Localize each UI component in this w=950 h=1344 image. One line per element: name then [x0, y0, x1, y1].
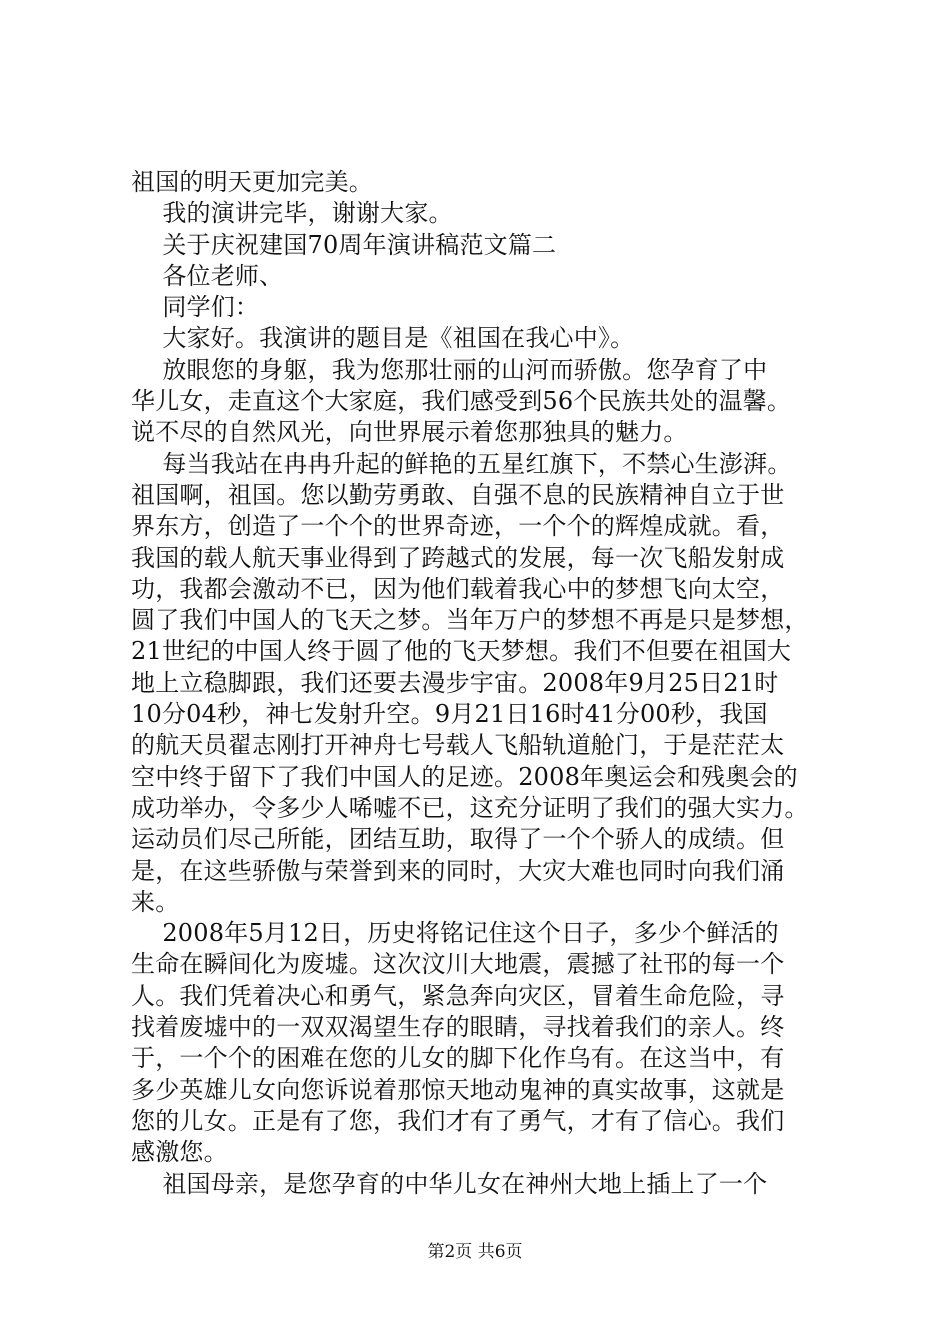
text-line: 人。我们凭着决心和勇气，紧急奔向灾区，冒着生命危险，寻: [131, 981, 785, 1010]
text-line: 说不尽的自然风光，向世界展示着您那独具的魅力。: [131, 418, 688, 447]
text-line: 运动员们尽己所能，团结互助，取得了一个个骄人的成绩。但: [131, 825, 785, 854]
text-line: 祖国啊，祖国。您以勤劳勇敢、自强不息的民族精神自立于世: [131, 480, 785, 509]
text-line: 10分04秒，神七发射升空。9月21日16时41分00秒，我国: [131, 700, 768, 729]
text-line: 圆了我们中国人的飞天之梦。当年万户的梦想不再是只是梦想，: [131, 606, 809, 635]
text-line: 来。: [131, 887, 180, 916]
text-line: 每当我站在冉冉升起的鲜艳的五星红旗下，不禁心生澎湃。: [131, 449, 792, 478]
text-line: 的航天员翟志刚打开神舟七号载人飞船轨道舱门，于是茫茫太: [131, 731, 785, 760]
text-line: 多少英雄儿女向您诉说着那惊天地动鬼神的真实故事，这就是: [131, 1075, 785, 1104]
text-line: 同学们：: [131, 293, 260, 322]
text-line: 您的儿女。正是有了您，我们才有了勇气，才有了信心。我们: [131, 1106, 785, 1135]
page-number-footer: 第2页 共6页: [427, 1242, 523, 1262]
text-line: 21世纪的中国人终于圆了他的飞天梦想。我们不但要在祖国大: [131, 637, 792, 666]
text-line: 感激您。: [131, 1138, 228, 1167]
text-line: 功，我都会激动不已，因为他们载着我心中的梦想飞向太空，: [131, 574, 785, 603]
text-line: 祖国的明天更加完美。: [131, 168, 373, 196]
text-line: 界东方，创造了一个个的世界奇迹，一个个的辉煌成就。看，: [131, 512, 785, 541]
text-line: 地上立稳脚跟，我们还要去漫步宇宙。2008年9月25日21时: [131, 668, 779, 697]
text-line: 我的演讲完毕，谢谢大家。: [131, 199, 453, 228]
document-body: [131, 167, 831, 1200]
text-line: 空中终于留下了我们中国人的足迹。2008年奥运会和残奥会的: [131, 762, 798, 791]
text-line: 放眼您的身躯，我为您那壮丽的山河而骄傲。您孕育了中: [131, 355, 768, 384]
text-line: 生命在瞬间化为废墟。这次汶川大地震，震撼了社邗的每一个: [131, 950, 785, 979]
text-line: 大家好。我演讲的题目是《祖国在我心中》。: [131, 324, 635, 353]
text-line: 是，在这些骄傲与荣誉到来的同时，大灾大难也同时向我们涌: [131, 856, 785, 885]
text-line: 找着废墟中的一双双渴望生存的眼睛，寻找着我们的亲人。终: [131, 1013, 785, 1042]
text-line: 于，一个个的困难在您的儿女的脚下化作乌有。在这当中，有: [131, 1044, 785, 1073]
text-line: 我国的载人航天事业得到了跨越式的发展，每一次飞船发射成: [131, 543, 785, 572]
text-line: 成功举办，令多少人唏嘘不已，这充分证明了我们的强大实力。: [131, 793, 809, 822]
text-line: 2008年5月12日，历史将铭记住这个日子，多少个鲜活的: [131, 919, 779, 948]
text-line: 各位老师、: [131, 261, 284, 290]
text-line: 祖国母亲，是您孕育的中华儿女在神州大地上插上了一个: [131, 1169, 768, 1198]
text-line: 华儿女，走直这个大家庭，我们感受到56个民族共处的温馨。: [131, 387, 792, 416]
text-line: 关于庆祝建国70周年演讲稿范文篇二: [131, 230, 557, 259]
